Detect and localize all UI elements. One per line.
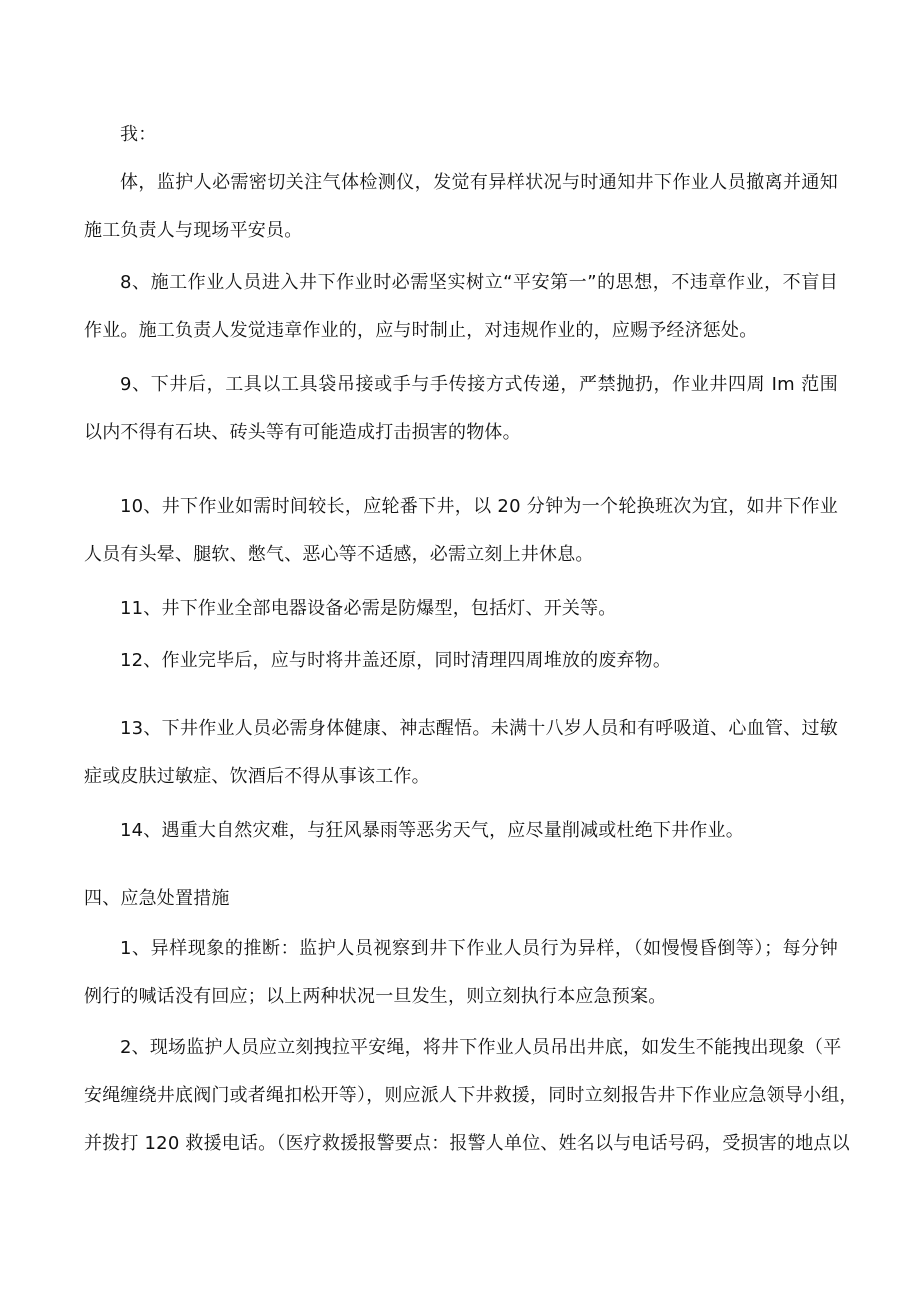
text-line: 人员有头晕、腿软、憋气、恶心等不适感，必需立刻上井休息。 — [84, 544, 594, 565]
text-line: 例行的喊话没有回应；以上两种状况一旦发生，则立刻执行本应急预案。 — [84, 986, 667, 1007]
text-line: 体，监护人必需密切关注气体检测仪，发觉有异样状况与时通知井下作业人员撤离并通知 — [120, 172, 838, 193]
text-line: 9、下井后，工具以工具袋吊接或手与手传接方式传递，严禁抛扔，作业井四周 Im 范围 — [120, 374, 838, 395]
text-line: 14、遇重大自然灾难，与狂风暴雨等恶劣天气，应尽量削减或杜绝下井作业。 — [120, 820, 744, 841]
text-line: 8、施工作业人员进入井下作业时必需坚实树立“平安第一”的思想，不违章作业，不盲目 — [120, 272, 838, 293]
text-line: 11、井下作业全部电器设备必需是防爆型，包括灯、开关等。 — [120, 598, 617, 619]
text-line: 症或皮肤过敏症、饮酒后不得从事该工作。 — [84, 766, 430, 787]
text-line: 1、异样现象的推断：监护人员视察到井下作业人员行为异样，（如慢慢昏倒等）；每分钟 — [120, 938, 838, 959]
text-line: 13、下井作业人员必需身体健康、神志醒悟。未满十八岁人员和有呼吸道、心血管、过敏 — [120, 718, 838, 739]
text-line: 作业。施工负责人发觉违章作业的，应与时制止，对违规作业的，应赐予经济惩处。 — [84, 320, 758, 341]
text-line: 以内不得有石块、砖头等有可能造成打击损害的物体。 — [84, 422, 521, 443]
text-line: 2、现场监护人员应立刻拽拉平安绳，将井下作业人员吊出井底，如发生不能拽出现象（平 — [120, 1037, 842, 1058]
text-line: 12、作业完毕后，应与时将井盖还原，同时清理四周堆放的废弃物。 — [120, 650, 672, 671]
text-line: 我： — [120, 124, 157, 145]
text-line: 并拨打 120 救援电话。（医疗救援报警要点：报警人单位、姓名以与电话号码，受损害的地点以 — [84, 1133, 850, 1154]
section-heading: 四、应急处置措施 — [84, 888, 230, 909]
text-line: 安绳缠绕井底阀门或者绳扣松开等），则应派人下井救援，同时立刻报告井下作业应急领导小组， — [84, 1085, 858, 1106]
text-line: 施工负责人与现场平安员。 — [84, 220, 303, 241]
text-line: 10、井下作业如需时间较长，应轮番下井，以 20 分钟为一个轮换班次为宜，如井下作业 — [120, 496, 838, 517]
